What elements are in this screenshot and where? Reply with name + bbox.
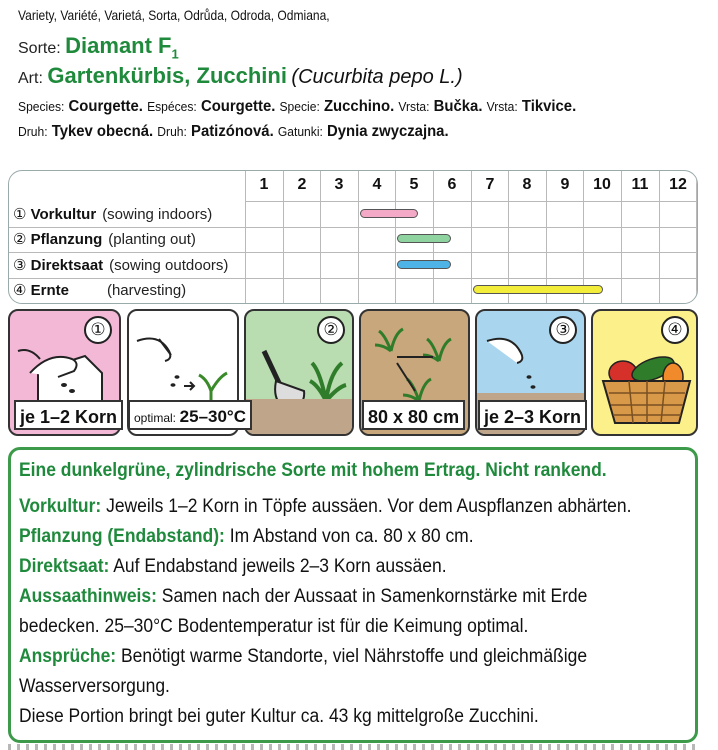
month-header: 3 xyxy=(334,176,344,193)
description-line xyxy=(19,706,539,728)
description-line xyxy=(19,496,631,518)
species-value: Bučka. xyxy=(433,98,483,115)
species-value: Zucchino. xyxy=(323,98,395,115)
species-name: Gartenkürbis, Zucchini xyxy=(47,63,287,88)
panel-marker: ① xyxy=(84,316,112,344)
caption-optimal xyxy=(128,400,252,430)
row-translation: (harvesting) xyxy=(106,282,187,299)
description-line xyxy=(19,526,474,548)
row-translation: (planting out) xyxy=(108,231,196,248)
row-name: Ernte xyxy=(30,282,69,299)
line-key: Direktsaat: xyxy=(19,556,110,577)
calendar-bar-ernte xyxy=(473,285,603,294)
caption-korn-1-2: je 1–2 Korn xyxy=(14,400,123,430)
species-label: Vrsta: xyxy=(486,99,518,114)
art-label: Art: xyxy=(18,70,43,87)
druh-value: Patizónová. xyxy=(191,123,274,140)
panel-marker: ④ xyxy=(661,316,689,344)
druh-value: Tykev obecná. xyxy=(51,123,154,140)
line-text: Wasserversorgung. xyxy=(19,676,170,697)
grid-line xyxy=(9,278,697,279)
species-translations xyxy=(18,98,576,116)
line-key: Aussaathinweis: xyxy=(19,586,157,607)
sorte-line xyxy=(18,33,179,61)
grid-line xyxy=(9,227,697,228)
month-header: 5 xyxy=(409,176,419,193)
month-header: 11 xyxy=(631,176,649,193)
variety-line: Variety, Variété, Varietá, Sorta, Odrůda, Odroda, Odmiana, xyxy=(18,7,330,23)
line-text: Diese Portion bringt bei guter Kultur ca. 43 kg mittelgroße Zucchini. xyxy=(19,706,539,727)
line-text: Auf Endabstand jeweils 2–3 Korn aussäen. xyxy=(109,556,447,577)
sorte-label: Sorte: xyxy=(18,40,61,57)
calendar-row-vorkultur xyxy=(13,205,212,223)
summary-line xyxy=(19,460,607,482)
druh-translations xyxy=(18,123,449,141)
row-name: Vorkultur xyxy=(30,206,97,223)
species-label: Espéces: xyxy=(147,99,197,114)
species-label: Vrsta: xyxy=(398,99,430,114)
druh-label: Gatunki: xyxy=(277,124,323,139)
row-translation: (sowing outdoors) xyxy=(109,257,229,274)
druh-label: Druh: xyxy=(157,124,187,139)
panel-marker: ② xyxy=(317,316,345,344)
summary-text: Eine dunkelgrüne, zylindrische Sorte mit hohem Ertrag. Nicht rankend. xyxy=(19,460,607,481)
panel-harvesting xyxy=(591,309,698,436)
line-text: Benötigt warme Standorte, viel Nährstoffe und gleichmäßige xyxy=(116,646,588,667)
month-header: 12 xyxy=(669,176,687,193)
line-text: bedecken. 25–30°C Bodentemperatur ist für die Keimung optimal. xyxy=(19,616,529,637)
line-key: Ansprüche: xyxy=(19,646,117,667)
panel-planting-out xyxy=(244,309,354,436)
variety-name xyxy=(65,33,179,62)
row-name: Direktsaat xyxy=(30,257,104,274)
druh-label: Druh: xyxy=(18,124,48,139)
caption-spacing: 80 x 80 cm xyxy=(362,400,465,430)
month-header: 6 xyxy=(447,176,457,193)
month-header: 1 xyxy=(259,176,269,193)
druh-value: Dynia zwyczajna. xyxy=(327,123,449,140)
description-line xyxy=(19,556,447,578)
line-text: Jeweils 1–2 Korn in Töpfe aussäen. Vor dem Auspflanzen abhärten. xyxy=(101,496,632,517)
calendar-bar-direktsaat xyxy=(397,260,451,269)
row-name: Pflanzung xyxy=(30,231,103,248)
calendar-bar-pflanzung xyxy=(397,234,451,243)
description-line xyxy=(19,586,587,608)
description-box xyxy=(8,447,698,743)
calendar-row-direktsaat xyxy=(13,256,228,274)
art-line xyxy=(18,63,463,89)
caption-optimal-label: optimal: xyxy=(134,411,177,425)
sowing-calendar xyxy=(8,170,698,304)
row-marker: ④ xyxy=(13,282,27,299)
line-text: Samen nach der Aussaat in Samenkornstärke mit Erde xyxy=(156,586,588,607)
panel-marker: ③ xyxy=(549,316,577,344)
species-value: Courgette. xyxy=(68,98,143,115)
line-text: Im Abstand von ca. 80 x 80 cm. xyxy=(224,526,474,547)
species-label: Specie: xyxy=(279,99,320,114)
calendar-row-ernte xyxy=(13,281,186,299)
month-header: 9 xyxy=(560,176,570,193)
variety-name-sub: 1 xyxy=(171,46,179,62)
description-line xyxy=(19,646,587,668)
species-label: Species: xyxy=(18,99,65,114)
description-line xyxy=(19,676,170,698)
species-value: Courgette. xyxy=(200,98,276,115)
species-value: Tikvice. xyxy=(521,98,577,115)
row-translation: (sowing indoors) xyxy=(102,206,213,223)
month-header: 4 xyxy=(372,176,382,193)
row-marker: ② xyxy=(13,231,27,248)
row-marker: ① xyxy=(13,206,27,223)
variety-name-text: Diamant F xyxy=(65,33,172,58)
line-key: Vorkultur: xyxy=(19,496,102,517)
grid-line xyxy=(9,252,697,253)
cut-off-text-strip xyxy=(8,744,698,750)
month-header: 7 xyxy=(485,176,495,193)
line-key: Pflanzung (Endabstand): xyxy=(19,526,225,547)
calendar-bar-vorkultur xyxy=(360,209,418,218)
caption-optimal-value: 25–30°C xyxy=(179,407,247,426)
month-header: 8 xyxy=(522,176,532,193)
latin-name: (Cucurbita pepo L.) xyxy=(291,66,463,88)
month-header: 10 xyxy=(593,176,611,193)
row-marker: ③ xyxy=(13,257,27,274)
month-header: 2 xyxy=(297,176,307,193)
caption-korn-2-3: je 2–3 Korn xyxy=(478,400,587,430)
calendar-row-pflanzung xyxy=(13,230,196,248)
description-line xyxy=(19,616,528,638)
